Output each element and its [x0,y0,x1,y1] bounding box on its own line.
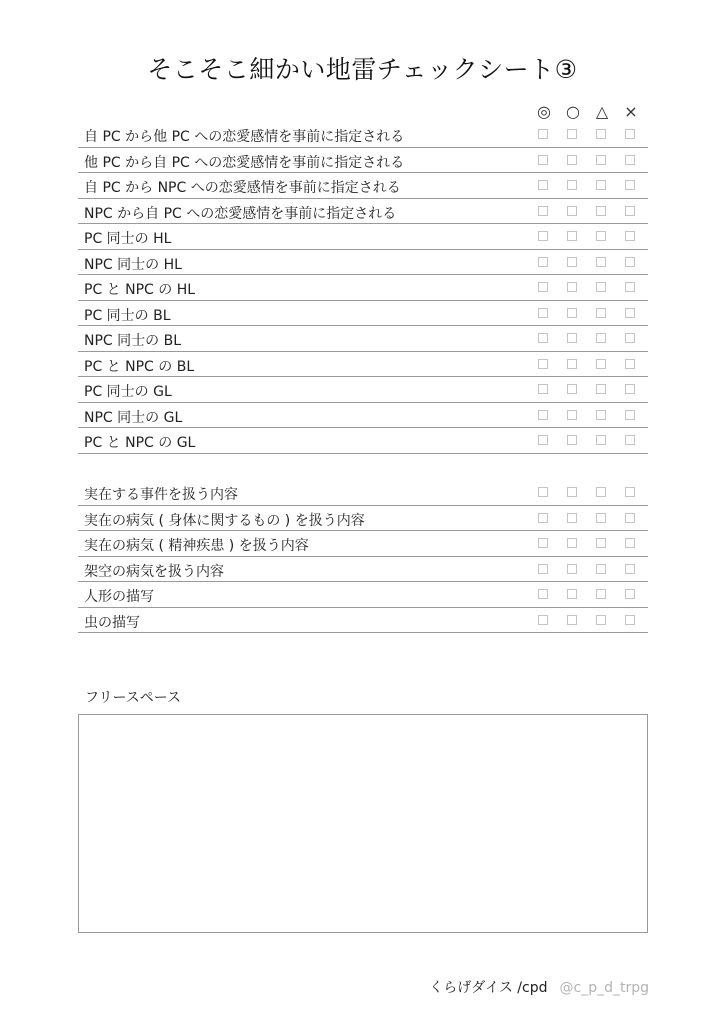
checkbox-double-circle[interactable] [538,308,548,318]
checkbox-triangle[interactable] [596,206,606,216]
footer-credit [429,977,649,997]
checkbox-triangle[interactable] [596,564,606,574]
checkbox-circle[interactable] [567,308,577,318]
checkbox-triangle[interactable] [596,487,606,497]
checklist-section-romance [78,122,648,454]
checkbox-circle[interactable] [567,180,577,190]
free-space-box[interactable] [78,714,648,933]
checklist-row-label: 実在の病気 ( 精神疾患 ) を扱う内容 [84,538,309,554]
checklist-row [78,224,648,250]
checkbox-triangle[interactable] [596,180,606,190]
checkbox-circle[interactable] [567,410,577,420]
checklist-section-content [78,480,648,633]
checkbox-double-circle[interactable] [538,384,548,394]
checklist-row [78,122,648,148]
checkbox-double-circle[interactable] [538,615,548,625]
page-title: そこそこ細かい地雷チェックシート③ [147,55,578,84]
checklist-row [78,582,648,608]
checkbox-triangle[interactable] [596,538,606,548]
checkbox-triangle[interactable] [596,513,606,523]
checkbox-triangle[interactable] [596,155,606,165]
column-headers [530,102,648,122]
checklist-row [78,301,648,327]
column-header-cross: × [624,102,638,121]
checklist-row [78,506,648,532]
checkbox-cross[interactable] [625,308,635,318]
checkbox-circle[interactable] [567,589,577,599]
checklist-row-label: 自 PC から NPC への恋愛感情を事前に指定される [84,180,401,196]
checklist-row-label: NPC から自 PC への恋愛感情を事前に指定される [84,205,397,222]
checkbox-cross[interactable] [625,384,635,394]
checkbox-double-circle[interactable] [538,180,548,190]
checklist-row [78,608,648,634]
checkbox-circle[interactable] [567,513,577,523]
checkbox-circle[interactable] [567,257,577,267]
checklist-row-label: 他 PC から自 PC への恋愛感情を事前に指定される [84,154,405,171]
checkbox-triangle[interactable] [596,410,606,420]
checkbox-double-circle[interactable] [538,435,548,445]
checkbox-double-circle[interactable] [538,538,548,548]
checkbox-triangle[interactable] [596,384,606,394]
checkbox-double-circle[interactable] [538,257,548,267]
checkbox-circle[interactable] [567,129,577,139]
checkbox-cross[interactable] [625,589,635,599]
checkbox-double-circle[interactable] [538,155,548,165]
checkbox-cross[interactable] [625,538,635,548]
checkbox-circle[interactable] [567,206,577,216]
checkbox-cross[interactable] [625,180,635,190]
checklist-row [78,531,648,557]
checklist-row-label: 実在の病気 ( 身体に関するもの ) を扱う内容 [84,512,365,529]
checklist-row-label: PC 同士の BL [84,307,171,324]
checkbox-cross[interactable] [625,231,635,241]
checkbox-cross[interactable] [625,333,635,343]
checkbox-circle[interactable] [567,435,577,445]
checklist-row [78,480,648,506]
checkbox-double-circle[interactable] [538,410,548,420]
checklist-row [78,275,648,301]
checkbox-cross[interactable] [625,206,635,216]
checklist-row [78,557,648,583]
checkbox-triangle[interactable] [596,282,606,292]
checkbox-double-circle[interactable] [538,333,548,343]
checklist-row [78,148,648,174]
checkbox-triangle[interactable] [596,589,606,599]
checkbox-double-circle[interactable] [538,282,548,292]
checkbox-triangle[interactable] [596,129,606,139]
checkbox-circle[interactable] [567,384,577,394]
checklist-row [78,326,648,352]
checklist-row-label: NPC 同士の BL [84,333,181,349]
footer-brand: くらげダイス /cpd [429,980,548,996]
checklist-row [78,403,648,429]
checklist-row-label: 自 PC から他 PC への恋愛感情を事前に指定される [84,129,405,145]
checkbox-circle[interactable] [567,282,577,292]
checklist-row-label: 架空の病気を扱う内容 [84,563,224,580]
column-header-triangle: △ [595,102,609,121]
checklist-row-label: 実在する事件を扱う内容 [84,487,238,503]
checkbox-cross[interactable] [625,257,635,267]
checkbox-triangle[interactable] [596,359,606,369]
checkbox-double-circle[interactable] [538,206,548,216]
checkbox-cross[interactable] [625,435,635,445]
checkbox-circle[interactable] [567,333,577,343]
checkbox-triangle[interactable] [596,615,606,625]
free-space-label: フリースペース [85,690,182,706]
checkbox-double-circle[interactable] [538,487,548,497]
checkbox-circle[interactable] [567,359,577,369]
checkbox-cross[interactable] [625,487,635,497]
checkbox-cross[interactable] [625,513,635,523]
footer-handle: @c_p_d_trpg [559,980,649,996]
checkbox-cross[interactable] [625,410,635,420]
checkbox-circle[interactable] [567,155,577,165]
checkbox-triangle[interactable] [596,308,606,318]
checkbox-cross[interactable] [625,282,635,292]
checklist-row [78,199,648,225]
checkbox-circle[interactable] [567,487,577,497]
checklist-row [78,352,648,378]
checkbox-cross[interactable] [625,615,635,625]
column-header-circle: ○ [566,102,580,121]
checkbox-double-circle[interactable] [538,359,548,369]
checkbox-double-circle[interactable] [538,564,548,574]
checklist-row-label: NPC 同士の HL [84,256,182,273]
checkbox-cross[interactable] [625,564,635,574]
checkbox-circle[interactable] [567,231,577,241]
checkbox-double-circle[interactable] [538,231,548,241]
checkbox-circle[interactable] [567,564,577,574]
checklist-row-label: PC と NPC の BL [84,358,195,375]
checklist-row-label: NPC 同士の GL [84,409,183,426]
checkbox-double-circle[interactable] [538,589,548,599]
checkbox-circle[interactable] [567,615,577,625]
checklist-row-label: PC と NPC の GL [84,435,196,451]
checkbox-circle[interactable] [567,538,577,548]
checkbox-triangle[interactable] [596,435,606,445]
checklist-row [78,173,648,199]
checkbox-cross[interactable] [625,155,635,165]
checklist-row [78,250,648,276]
checkbox-triangle[interactable] [596,333,606,343]
checklist-row-label: PC と NPC の HL [84,282,196,298]
checklist-row-label: 虫の描写 [84,614,140,631]
checkbox-triangle[interactable] [596,231,606,241]
checkbox-double-circle[interactable] [538,513,548,523]
checklist-row [78,377,648,403]
checkbox-cross[interactable] [625,359,635,369]
checklist-row-label: PC 同士の GL [84,384,172,400]
checkbox-cross[interactable] [625,129,635,139]
checklist-row-label: 人形の描写 [84,589,154,605]
checklist-row-label: PC 同士の HL [84,231,172,247]
checkbox-triangle[interactable] [596,257,606,267]
checkbox-double-circle[interactable] [538,129,548,139]
checklist-row [78,428,648,454]
column-header-double-circle: ◎ [537,102,551,121]
